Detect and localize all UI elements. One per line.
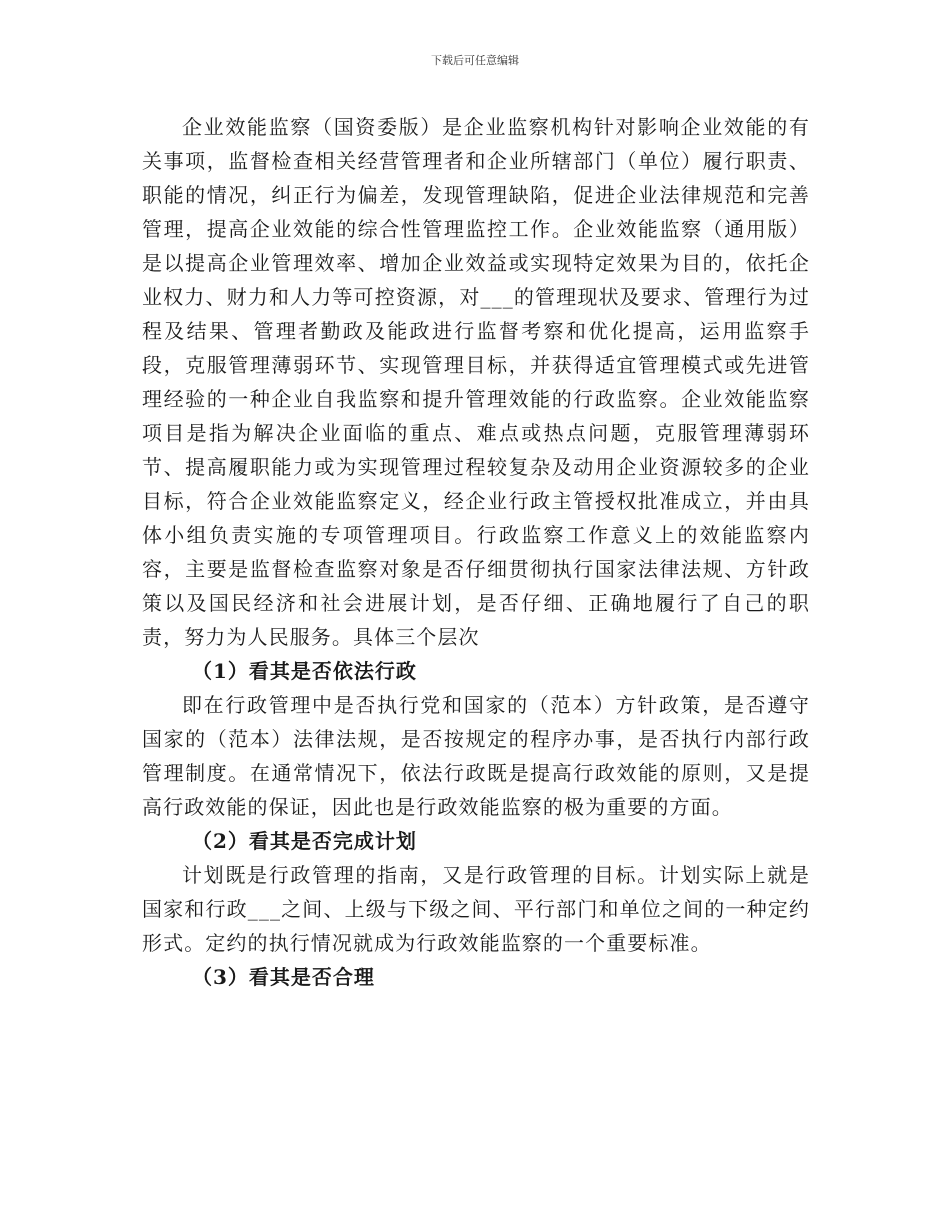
intro-paragraph: 企业效能监察（国资委版）是企业监察机构针对影响企业效能的有关事项，监督检查相关经营管理者和企业所辖部门（单位）履行职责、职能的情况，纠正行为偏差，发现管理缺陷，促进企业法律规范和完善管理，提高企业效能的综合性管理监控工作。企业效能监察（通用版）是以提高企业管理效率、增加企业效益或实现特定效果为目的，依托企业权力、财力和人力等可控资源，对___的管理现状及要求、管理行为过程及结果、管理者勤政及能政进行监督考察和优化提高，运用监察手段，克服管理薄弱环节、实现管理目标，并获得适宜管理模式或先进管理经验的一种企业自我监察和提升管理效能的行政监察。企业效能监察项目是指为解决企业面临的重点、难点或热点问题，克服管理薄弱环节、提高履职能力或为实现管理过程较复杂及动用企业资源较多的企业目标，符合企业效能监察定义，经企业行政主管授权批准成立，并由具体小组负责实施的专项管理项目。行政监察工作意义上的效能监察内容，主要是监督检查监察对象是否仔细贯彻执行国家法律法规、方针政策以及国民经济和社会进展计划，是否仔细、正确地履行了自己的职责，努力为人民服务。具体三个层次: [142, 115, 810, 649]
section-heading-3: （3）看其是否合理: [192, 965, 375, 989]
section-paragraph-2: 计划既是行政管理的指南，又是行政管理的目标。计划实际上就是国家和行政___之间、上级与下级之间、平行部门和单位之间的一种定约形式。定约的执行情况就成为行政效能监察的一个重要标准。: [142, 863, 810, 955]
document-body: [142, 110, 810, 994]
section-heading-1: （1）看其是否依法行政: [192, 659, 417, 683]
section-heading-2: （2）看其是否完成计划: [192, 829, 417, 853]
page-header-note: 下载后可任意编辑: [431, 54, 519, 67]
section-paragraph-1: 即在行政管理中是否执行党和国家的（范本）方针政策，是否遵守国家的（范本）法律法规，是否按规定的程序办事，是否执行内部行政管理制度。在通常情况下，依法行政既是提高行政效能的原则，又是提高行政效能的保证，因此也是行政效能监察的极为重要的方面。: [142, 693, 810, 819]
